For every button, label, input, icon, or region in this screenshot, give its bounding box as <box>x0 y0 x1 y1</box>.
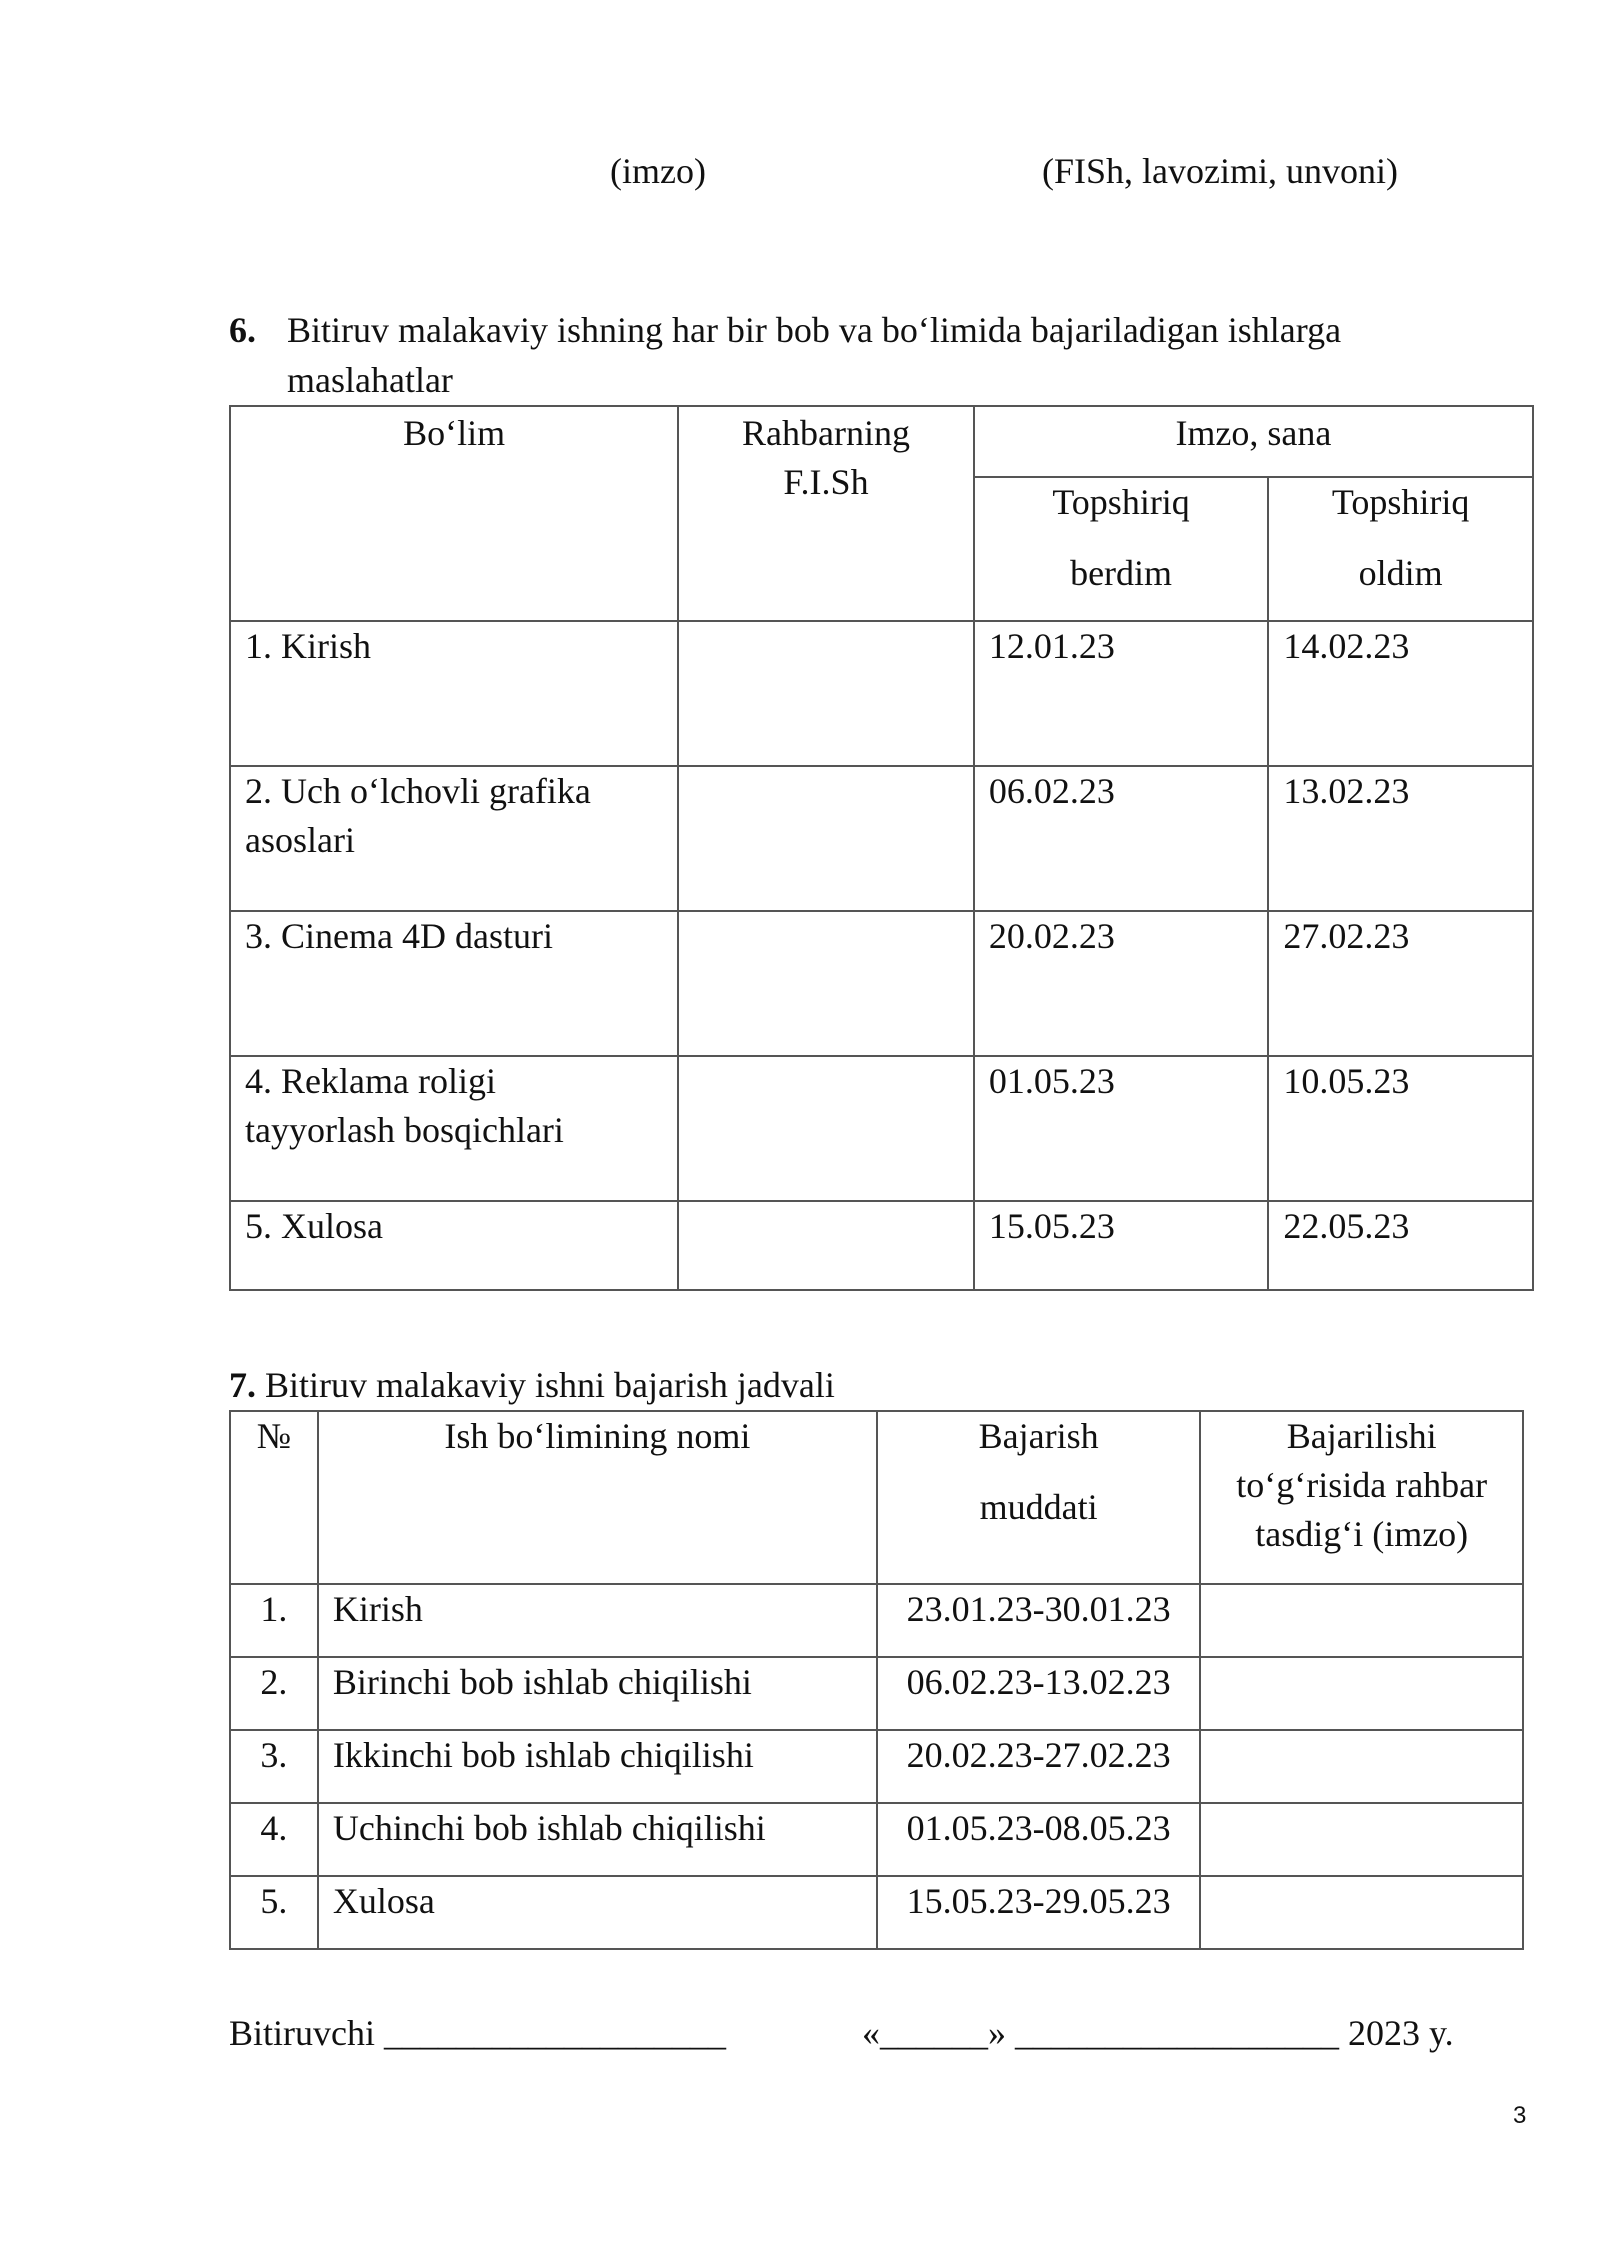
row-section: 5. Xulosa <box>230 1201 678 1290</box>
table-row <box>230 1730 1523 1803</box>
row-number: 5. <box>230 1876 318 1949</box>
row-section: 2. Uch o‘lchovli grafika asoslari <box>230 766 678 911</box>
row-given-date: 01.05.23 <box>974 1056 1269 1201</box>
schedule-table <box>229 1410 1524 1950</box>
table-row <box>230 1201 1533 1290</box>
section6-title <box>287 305 1341 405</box>
consultation-table <box>229 405 1534 1291</box>
header-task-given: Topshiriq berdim <box>974 477 1269 621</box>
row-period: 15.05.23-29.05.23 <box>877 1876 1201 1949</box>
row-approval <box>1200 1803 1523 1876</box>
header-number: № <box>230 1411 318 1584</box>
row-period: 23.01.23-30.01.23 <box>877 1584 1201 1657</box>
row-supervisor <box>678 1201 974 1290</box>
page-number: 3 <box>1513 2102 1527 2129</box>
header-deadline: Bajarish muddati <box>877 1411 1201 1584</box>
table-header-row <box>230 1411 1523 1584</box>
row-received-date: 22.05.23 <box>1268 1201 1533 1290</box>
row-work-name: Xulosa <box>318 1876 877 1949</box>
name-position-caption: (FISh, lavozimi, unvoni) <box>1042 151 1398 191</box>
row-supervisor <box>678 766 974 911</box>
row-section: 3. Cinema 4D dasturi <box>230 911 678 1056</box>
header-supervisor: Rahbarning F.I.Sh <box>678 406 974 621</box>
row-number: 3. <box>230 1730 318 1803</box>
table-row <box>230 1056 1533 1201</box>
row-number: 4. <box>230 1803 318 1876</box>
header-task-received: Topshiriq oldim <box>1268 477 1533 621</box>
section6-number: 6. <box>229 310 256 350</box>
row-received-date: 27.02.23 <box>1268 911 1533 1056</box>
row-received-date: 14.02.23 <box>1268 621 1533 766</box>
row-given-date: 20.02.23 <box>974 911 1269 1056</box>
row-period: 20.02.23-27.02.23 <box>877 1730 1201 1803</box>
table-row <box>230 1584 1523 1657</box>
row-period: 01.05.23-08.05.23 <box>877 1803 1201 1876</box>
row-work-name: Kirish <box>318 1584 877 1657</box>
date-field-line: «______» __________________ 2023 y. <box>862 2013 1454 2053</box>
header-approval: Bajarilishi to‘g‘risida rahbar tasdig‘i (imzo) <box>1200 1411 1523 1584</box>
section6-title-line1: Bitiruv malakaviy ishning har bir bob va bo‘limida bajariladigan ishlarga <box>287 310 1342 350</box>
row-work-name: Ikkinchi bob ishlab chiqilishi <box>318 1730 877 1803</box>
table-row <box>230 1803 1523 1876</box>
signature-caption: (imzo) <box>610 151 706 191</box>
table-row <box>230 1657 1523 1730</box>
header-signature-date: Imzo, sana <box>974 406 1533 477</box>
table-row <box>230 621 1533 766</box>
row-approval <box>1200 1876 1523 1949</box>
row-received-date: 13.02.23 <box>1268 766 1533 911</box>
row-given-date: 15.05.23 <box>974 1201 1269 1290</box>
section6-title-line2: maslahatlar <box>287 360 453 400</box>
section7-heading: 7. Bitiruv malakaviy ishni bajarish jadvali <box>229 1365 835 1405</box>
row-section: 4. Reklama roligi tayyorlash bosqichlari <box>230 1056 678 1201</box>
row-approval <box>1200 1730 1523 1803</box>
row-approval <box>1200 1657 1523 1730</box>
header-section: Bo‘lim <box>230 406 678 621</box>
row-approval <box>1200 1584 1523 1657</box>
row-given-date: 06.02.23 <box>974 766 1269 911</box>
header-work-name: Ish bo‘limining nomi <box>318 1411 877 1584</box>
table-row <box>230 1876 1523 1949</box>
row-given-date: 12.01.23 <box>974 621 1269 766</box>
row-number: 1. <box>230 1584 318 1657</box>
row-number: 2. <box>230 1657 318 1730</box>
table-row <box>230 766 1533 911</box>
table-header-row <box>230 406 1533 477</box>
row-period: 06.02.23-13.02.23 <box>877 1657 1201 1730</box>
row-work-name: Birinchi bob ishlab chiqilishi <box>318 1657 877 1730</box>
graduate-signature-line: Bitiruvchi ___________________ <box>229 2013 726 2053</box>
row-supervisor <box>678 1056 974 1201</box>
row-received-date: 10.05.23 <box>1268 1056 1533 1201</box>
table-row <box>230 911 1533 1056</box>
row-supervisor <box>678 911 974 1056</box>
row-supervisor <box>678 621 974 766</box>
row-section: 1. Kirish <box>230 621 678 766</box>
row-work-name: Uchinchi bob ishlab chiqilishi <box>318 1803 877 1876</box>
